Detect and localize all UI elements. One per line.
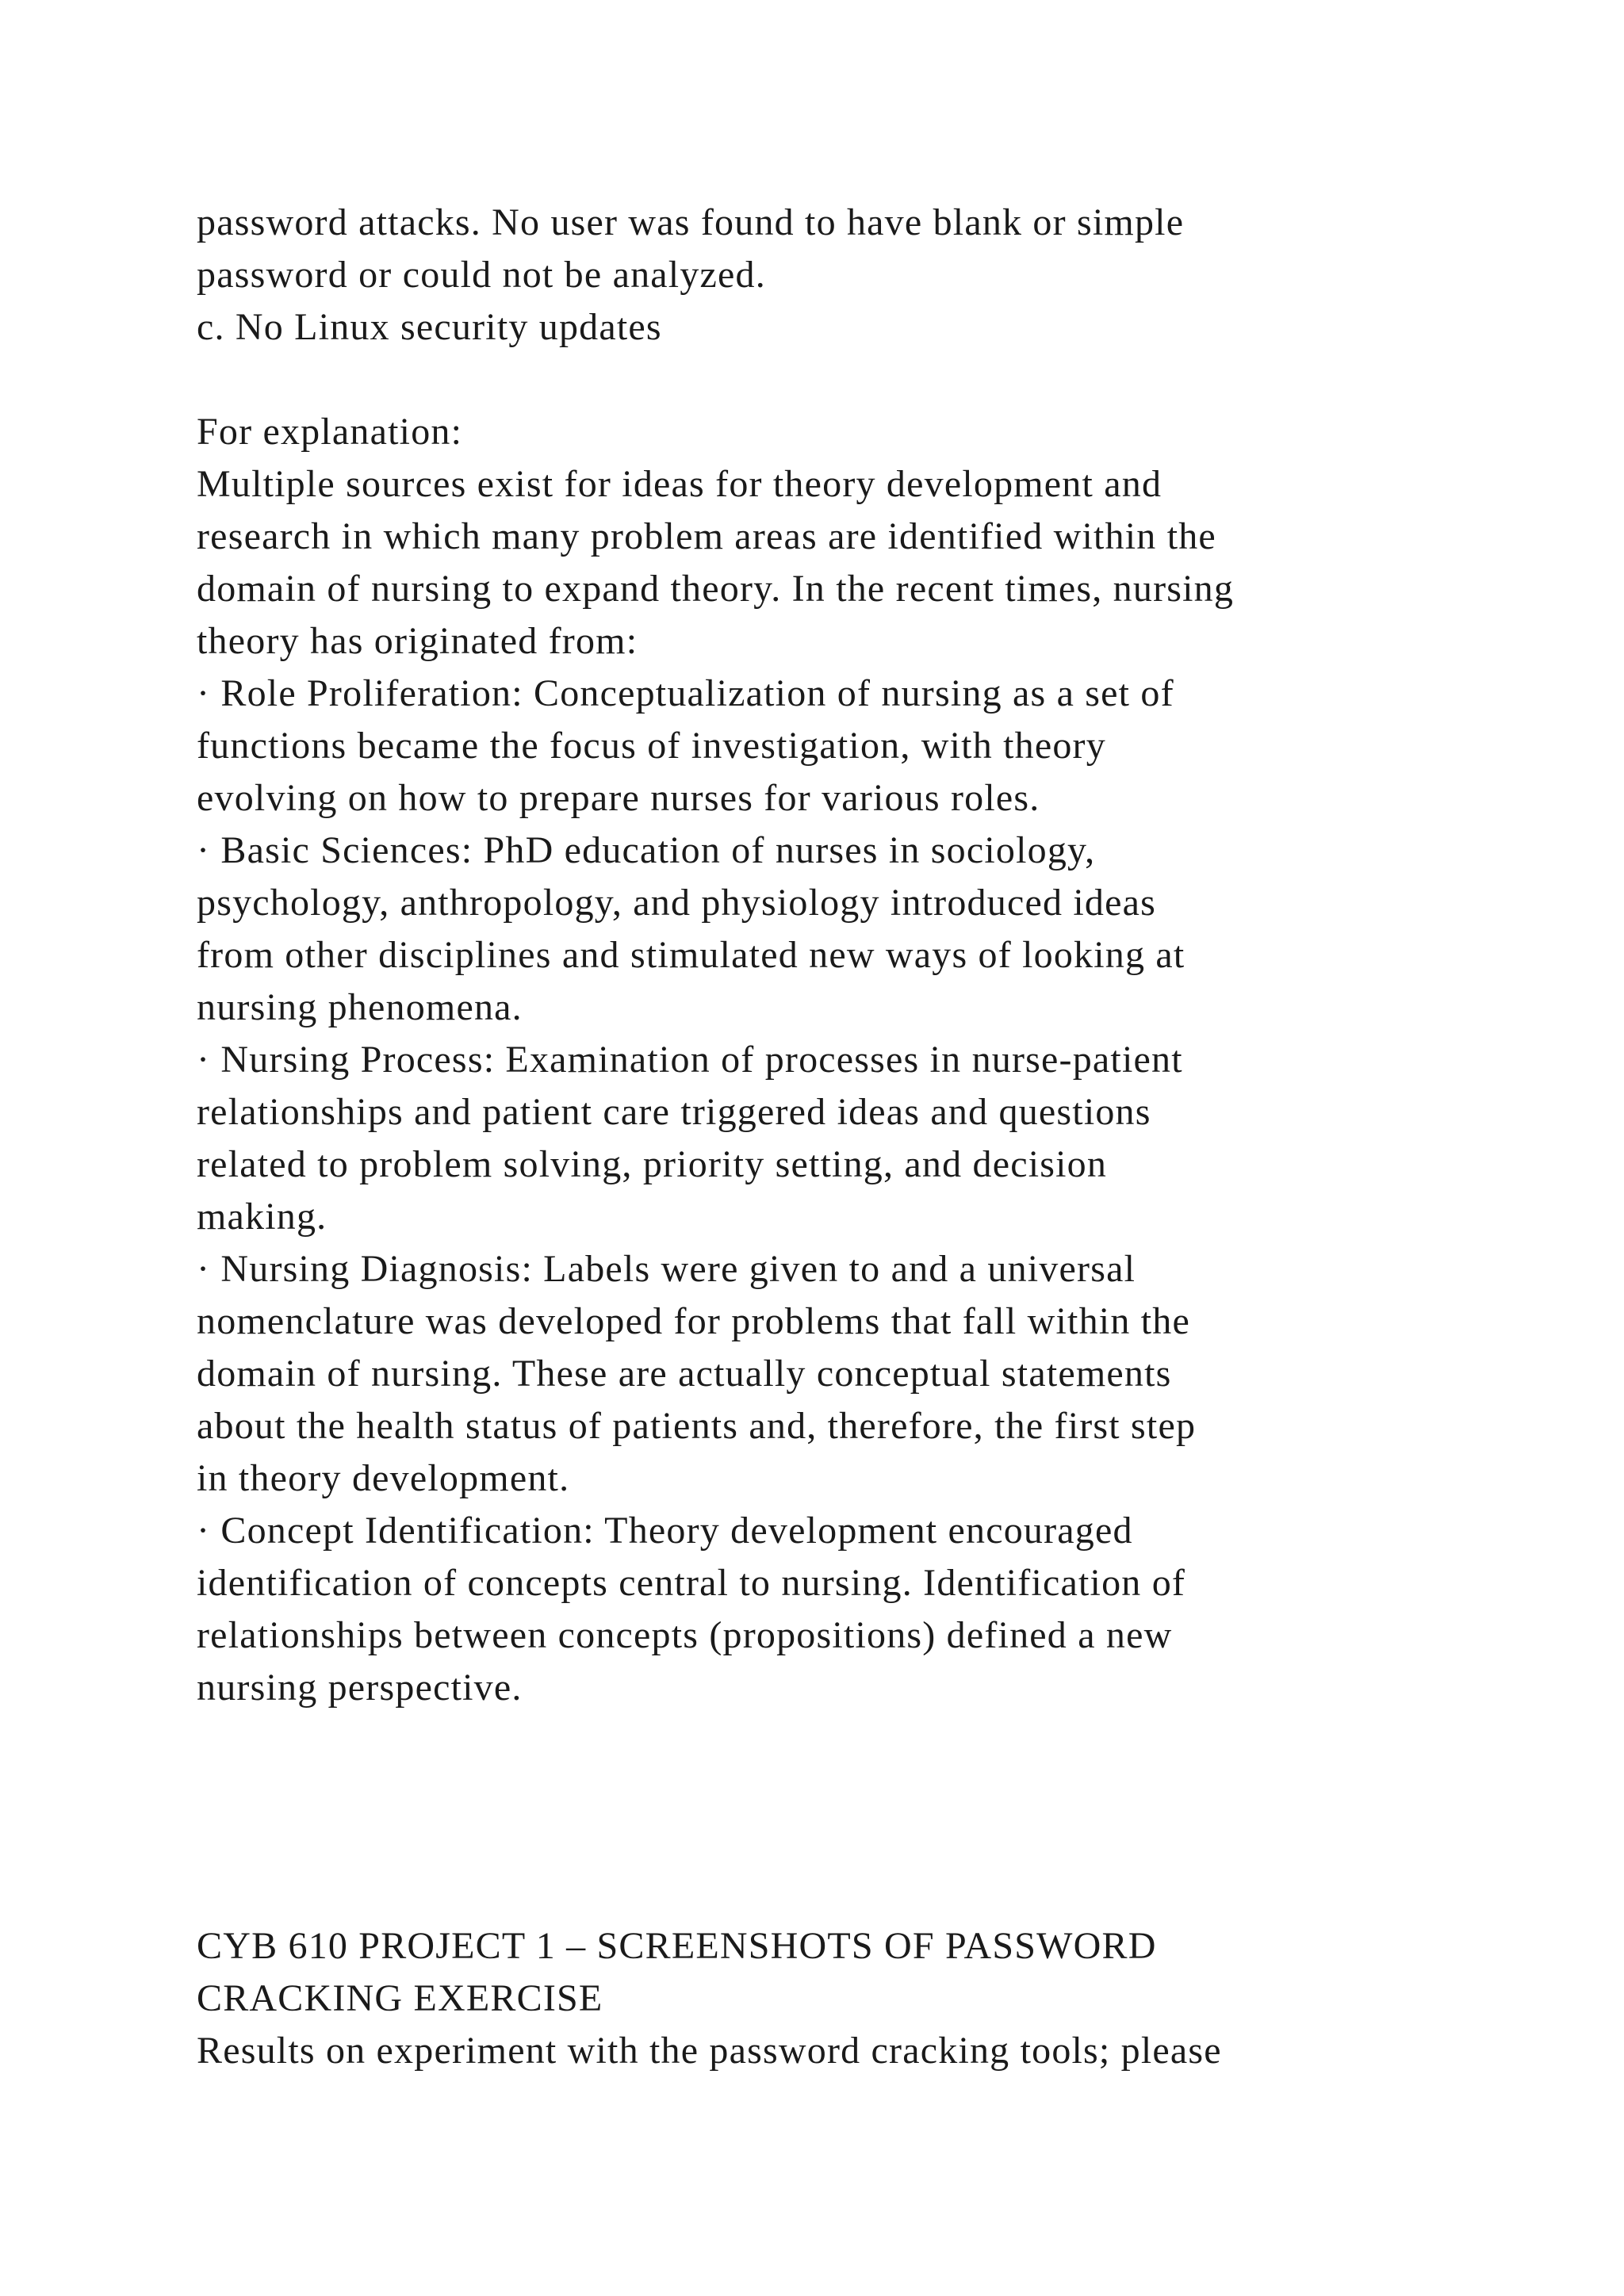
body-line-16: nursing phenomena. [197,986,523,1028]
body-line-5: For explanation: [197,411,463,453]
body-line-13: · Basic Sciences: PhD education of nurses in sociology, [197,829,1096,871]
body-line-8: domain of nursing to expand theory. In the recent times, nursing [197,568,1235,610]
body-line-29: nursing perspective. [197,1667,523,1709]
blank-line [197,354,1545,406]
body-line-23: domain of nursing. These are actually conceptual statements [197,1353,1172,1395]
body-line-14: psychology, anthropology, and physiology introduced ideas [197,882,1156,924]
document-body [197,197,1545,1714]
body-line-21: · Nursing Diagnosis: Labels were given to and a universal [197,1248,1136,1290]
body-line-24: about the health status of patients and, therefore, the first step [197,1405,1197,1447]
section-heading-block [197,1920,1545,2077]
body-line-15: from other disciplines and stimulated new ways of looking at [197,934,1185,976]
section-line-3: Results on experiment with the password cracking tools; please [197,2030,1222,2072]
body-line-2: password or could not be analyzed. [197,254,766,296]
section-line-2: CRACKING EXERCISE [197,1977,603,2019]
body-line-25: in theory development. [197,1457,570,1499]
body-line-6: Multiple sources exist for ideas for theory development and [197,463,1162,505]
body-line-11: functions became the focus of investigation, with theory [197,725,1106,767]
body-line-18: relationships and patient care triggered ideas and questions [197,1091,1151,1133]
body-line-3: c. No Linux security updates [197,306,662,348]
body-line-17: · Nursing Process: Examination of processes in nurse-patient [197,1039,1183,1081]
body-line-28: relationships between concepts (propositions) defined a new [197,1614,1173,1656]
body-line-27: identification of concepts central to nursing. Identification of [197,1562,1186,1604]
body-line-7: research in which many problem areas are identified within the [197,515,1216,557]
body-line-19: related to problem solving, priority setting, and decision [197,1143,1108,1185]
body-line-10: · Role Proliferation: Conceptualization of nursing as a set of [197,672,1174,714]
body-line-22: nomenclature was developed for problems that fall within the [197,1300,1190,1342]
body-line-9: theory has originated from: [197,620,638,662]
body-line-1: password attacks. No user was found to have blank or simple [197,201,1185,243]
section-line-1: CYB 610 PROJECT 1 – SCREENSHOTS OF PASSWORD [197,1925,1157,1967]
body-line-26: · Concept Identification: Theory development encouraged [197,1510,1133,1552]
body-line-12: evolving on how to prepare nurses for various roles. [197,777,1040,819]
body-line-20: making. [197,1196,327,1238]
